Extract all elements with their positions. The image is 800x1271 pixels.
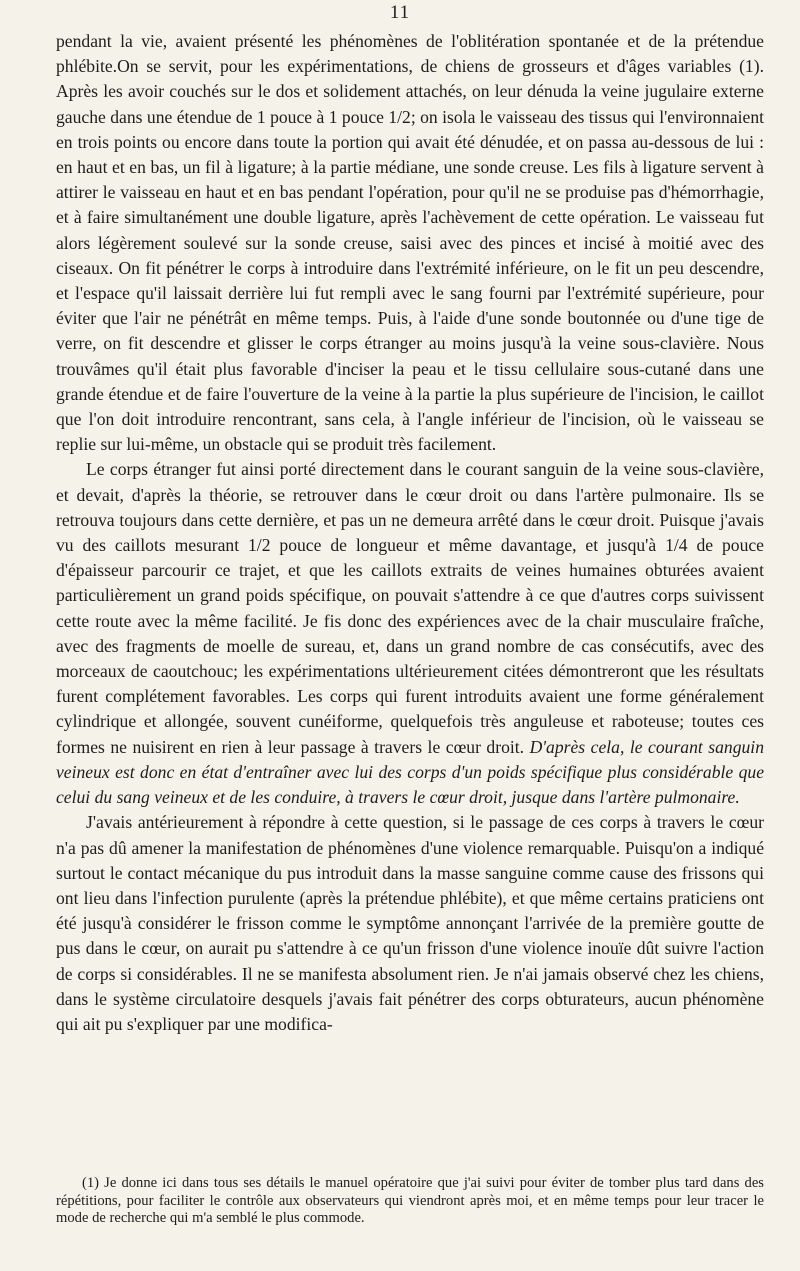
body-text <box>56 29 764 1037</box>
footnote-text: (1) Je donne ici dans tous ses détails le manuel opératoire que j'ai suivi pour éviter de tomber plus tard dans des répétitions, pour faciliter le contrôle aux observateurs qui viendront après moi, et en même temps pour leur tracer le mode de recherche qui m'a semblé le plus commode. <box>56 1175 764 1226</box>
footnote <box>56 1175 764 1228</box>
paragraph: Le corps étranger fut ainsi porté directement dans le courant sanguin de la veine sous-clavière, et devait, d'après la théorie, se retrouver dans le cœur droit ou dans l'artère pulmonaire. Ils se retrouva toujours dans cette dernière, et pas un ne demeura arrêté dans le cœur droit. Puisque j'avais vu des caillots mesurant 1/2 pouce de longueur et même davantage, et jusqu'à 1/4 de pouce d'épaisseur parcourir ce trajet, et que les caillots extraits de veines humaines obturées avaient particulièrement un grand poids spécifique, on pouvait s'attendre à ce que d'autres corps suivissent cette route avec la même facilité. Je fis donc des expériences avec de la chair musculaire fraîche, avec des fragments de moelle de sureau, et, dans un grand nombre de cas consécutifs, avec des morceaux de caoutchouc; les expérimentations ultérieurement citées démontreront que les résultats furent complétement favorables. Les corps qui furent introduits avaient une forme généralement cylindrique et allongée, souvent cunéiforme, quelquefois très anguleuse et raboteuse; toutes ces formes ne nuisirent en rien à leur passage à travers le cœur droit. <box>56 459 764 757</box>
paragraph-with-conclusion <box>56 457 764 810</box>
paragraph: pendant la vie, avaient présenté les phénomènes de l'oblitération spontanée et de la prétendue phlébite.On se servit, pour les expérimentations, de chiens de grosseurs et d'âges variables (1). Après les avoir couchés sur le dos et solidement attachés, on leur dénuda la veine jugulaire externe gauche dans une étendue de 1 pouce à 1 pouce 1/2; on isola le vaisseau des tissus qui l'environnaient en trois points ou encore dans toute la portion qui avait été dénudée, et on passa au-dessous de lui : en haut et en bas, un fil à ligature; à la partie médiane, une sonde creuse. Les fils à ligature servent à attirer le vaisseau en haut et en bas pendant l'opération, pour qu'il ne se produise pas d'hémorrhagie, et à faire simultanément une double ligature, après l'achèvement de cette opération. Le vaisseau fut alors légèrement soulevé sur la sonde creuse, saisi avec des pinces et incisé à moitié avec des ciseaux. On fit pénétrer le corps à introduire dans l'extrémité inférieure, on le fit un peu descendre, et l'espace qu'il laissait derrière lui fut rempli avec le sang fourni par l'extrémité supérieure, pour éviter que l'air ne pénétrât en même temps. Puis, à l'aide d'une sonde boutonnée ou d'une tige de verre, on fit descendre et glisser le corps étranger au moins jusqu'à la veine sous-clavière. Nous trouvâmes qu'il était plus favorable d'inciser la peau et le tissu cellulaire sous-cutané dans une grande étendue et de faire l'ouverture de la veine à la partie la plus supérieure de l'incision, le caillot que l'on doit introduire rencontrant, sans cela, à l'angle inférieur de l'incision, où le vaisseau se replie sur lui-même, un obstacle qui se produit très facilement. <box>56 31 764 455</box>
paragraph: J'avais antérieurement à répondre à cette question, si le passage de ces corps à travers le cœur n'a pas dû amener la manifestation de phénomènes d'une violence remarquable. Puisqu'on a indiqué surtout le contact mécanique du pus introduit dans la masse sanguine comme cause des frissons qui ont lieu dans l'infection purulente (après la prétendue phlébite), et que même certains praticiens ont été jusqu'à considérer le frisson comme le symptôme annonçant l'arrivée de la première goutte de pus dans le cœur, on aurait pu s'attendre à ce qu'un frisson d'une violence inouïe dût suivre l'action de corps si considérables. Il ne se manifesta absolument rien. Je n'ai jamais observé chez les chiens, dans le système circulatoire desquels j'avais fait pénétrer des corps obturateurs, aucun phénomène qui ait pu s'expliquer par une modifica- <box>56 812 764 1034</box>
italic-conclusion: D'après cela, le courant sanguin veineux est donc en état d'entraîner avec lui des corps d'un poids spécifique plus considérable que celui du sang veineux et de les conduire, à travers le cœur droit, jusque dans l'artère pulmonaire. <box>56 736 764 808</box>
page-number: 11 <box>389 2 411 23</box>
